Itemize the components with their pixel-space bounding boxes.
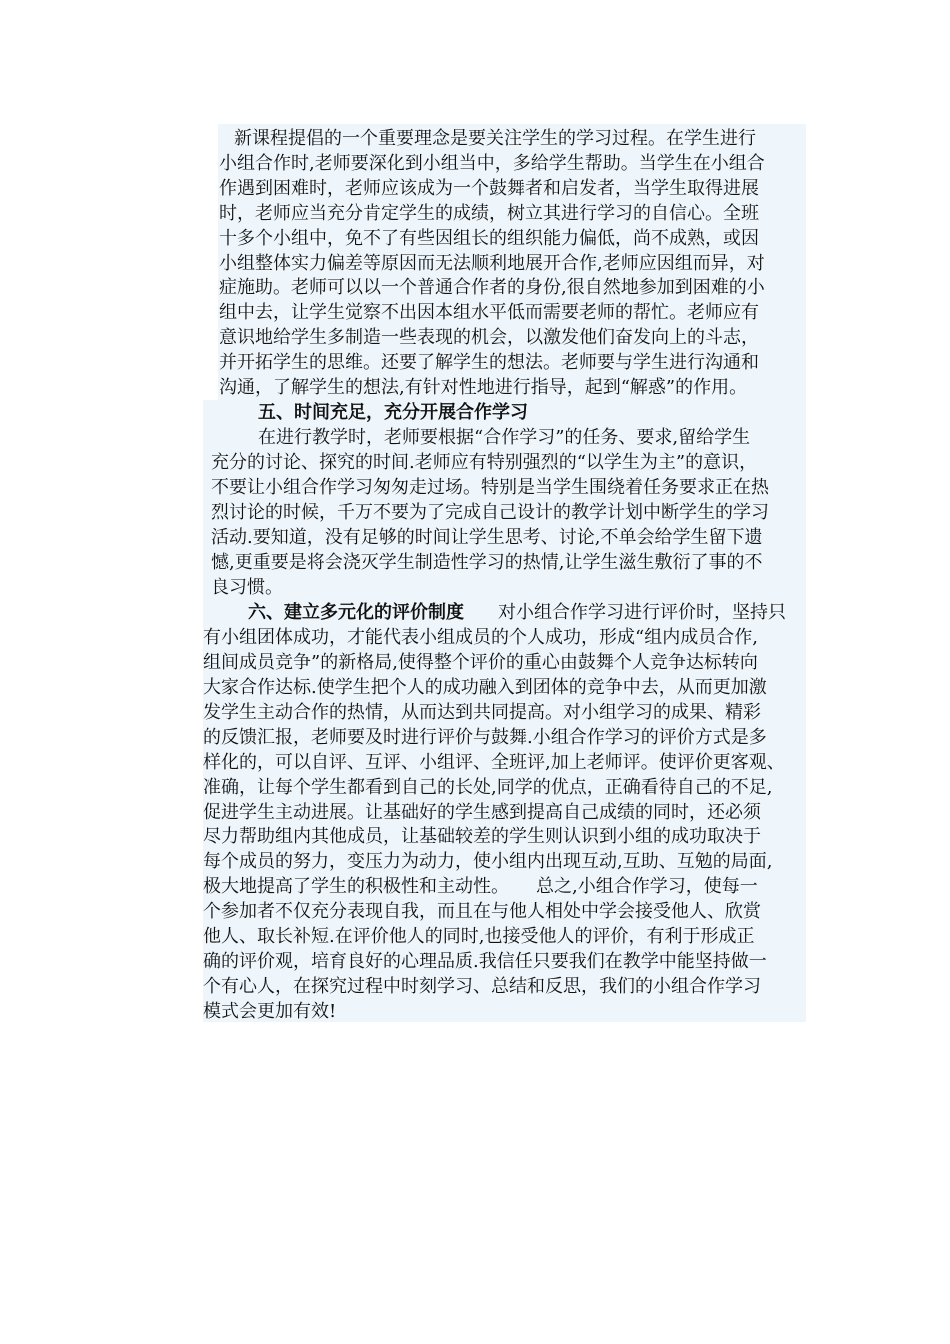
para3-line: 极大地提高了学生的积极性和主动性。 总之,小组合作学习，使每一 [203,876,758,897]
para3-line: 个参加者不仅充分表现自我，而且在与他人相处中学会接受他人、欣赏 [203,901,761,922]
para1-line: 并开拓学生的思维。还要了解学生的想法。老师要与学生进行沟通和 [219,352,759,373]
para2-line: 在进行教学时，老师要根据“合作学习”的任务、要求,留给学生 [258,427,751,448]
section-heading-6: 六、建立多元化的评价制度 [248,602,464,623]
para3-line: 大家合作达标.使学生把个人的成功融入到团体的竞争中去，从而更加激 [203,677,767,698]
para2-line: 充分的讨论、探究的时间.老师应有特别强烈的“以学生为主”的意识， [211,452,758,473]
para2-line: 烈讨论的时候，千万不要为了完成自己设计的教学计划中断学生的学习 [211,502,769,523]
para1-line: 组中去，让学生觉察不出因本组水平低而需要老师的帮忙。老师应有 [219,302,759,323]
para3-line: 他人、取长补短.在评价他人的同时,也接受他人的评价，有利于形成正 [203,926,755,947]
para2-line: 憾,更重要是将会浇灭学生制造性学习的热情,让学生滋生敷衍了事的不 [211,552,763,573]
para3-line: 准确，让每个学生都看到自己的长处,同学的优点，正确看待自己的不足, [203,777,773,798]
para1-line: 小组整体实力偏差等原因而无法顺利地展开合作,老师应因组而异，对 [219,253,765,274]
para2-line: 良习惯。 [211,577,283,598]
para1-line: 症施助。老师可以以一个普通合作者的身份,很自然地参加到困难的小 [219,277,765,298]
para1-line: 十多个小组中，免不了有些因组长的组织能力偏低，尚不成熟，或因 [219,228,759,249]
para3-line: 确的评价观，培育良好的心理品质.我信任只要我们在教学中能坚持做一 [203,951,767,972]
para3-line: 个有心人，在探究过程中时刻学习、总结和反思，我们的小组合作学习 [203,976,761,997]
para3-line: 样化的，可以自评、互评、小组评、全班评,加上老师评。使评价更客观、 [203,752,785,773]
para3-line: 的反馈汇报，老师要及时进行评价与鼓舞.小组合作学习的评价方式是多 [203,727,767,748]
para1-line: 沟通，了解学生的想法,有针对性地进行指导，起到“解惑”的作用。 [219,377,748,398]
para3-line-first: 对小组合作学习进行评价时，坚持只 [498,602,786,623]
para1-line: 意识地给学生多制造一些表现的机会，以激发他们奋发向上的斗志， [219,327,759,348]
section-heading-5: 五、时间充足，充分开展合作学习 [258,402,528,423]
para3-line: 发学生主动合作的热情，从而达到共同提高。对小组学习的成果、精彩 [203,702,761,723]
para1-line: 时，老师应当充分肯定学生的成绩，树立其进行学习的自信心。全班 [219,203,759,224]
para2-line: 活动.要知道，没有足够的时间让学生思考、讨论,不单会给学生留下遗 [211,527,763,548]
para3-line: 有小组团体成功，才能代表小组成员的个人成功，形成“组内成员合作, [203,627,758,648]
para3-line: 组间成员竞争”的新格局,使得整个评价的重心由鼓舞个人竞争达标转向 [203,652,758,673]
para1-line: 作遇到困难时，老师应该成为一个鼓舞者和启发者，当学生取得进展 [219,178,759,199]
para3-line: 模式会更加有效! [203,1001,337,1022]
para3-line: 尽力帮助组内其他成员，让基础较差的学生则认识到小组的成功取决于 [203,826,761,847]
para1-line: 小组合作时,老师要深化到小组当中，多给学生帮助。当学生在小组合 [219,153,765,174]
para3-line: 促进学生主动进展。让基础好的学生感到提高自己成绩的同时，还必须 [203,802,761,823]
para1-line: 新课程提倡的一个重要理念是要关注学生的学习过程。在学生进行 [234,128,756,149]
para2-line: 不要让小组合作学习匆匆走过场。特别是当学生围绕着任务要求正在热 [211,477,769,498]
para3-line: 每个成员的努力，变压力为动力，使小组内出现互动,互助、互勉的局面, [203,851,773,872]
